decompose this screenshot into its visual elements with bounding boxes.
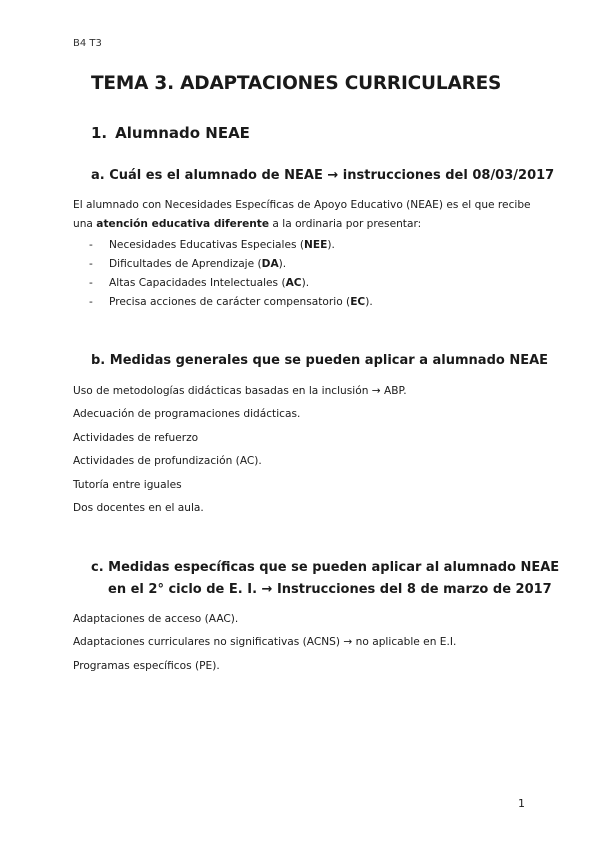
intro-text-2: a la ordinaria por presentar: — [269, 218, 422, 230]
list-item-abbr: EC — [350, 296, 366, 308]
list-item-text: Precisa acciones de carácter compensatorio ( — [109, 296, 351, 308]
neae-types-list — [89, 236, 373, 312]
section-heading — [91, 124, 250, 142]
section-number: 1. — [91, 124, 108, 142]
subsection-a-heading: a. Cuál es el alumnado de NEAE → instrucciones del 08/03/2017 — [91, 168, 555, 183]
list-item: Programas específicos (PE). — [73, 659, 220, 672]
list-item-abbr: NEE — [303, 239, 328, 251]
specific-measures-list — [73, 608, 456, 678]
dash-bullet: - — [89, 258, 93, 270]
list-item-end: ). — [327, 239, 335, 251]
subsection-a-intro — [73, 196, 543, 234]
general-measures-list — [73, 380, 407, 520]
list-item-text: Dificultades de Aprendizaje ( — [109, 258, 262, 270]
dash-bullet: - — [89, 239, 93, 251]
page-title: TEMA 3. ADAPTACIONES CURRICULARES — [91, 73, 502, 94]
list-item: Adaptaciones de acceso (AAC). — [73, 613, 239, 625]
list-item-text: Necesidades Educativas Especiales ( — [109, 239, 304, 251]
intro-bold: atención educativa diferente — [96, 218, 270, 230]
list-item: Actividades de refuerzo — [73, 431, 199, 444]
dash-bullet: - — [89, 277, 93, 289]
dash-bullet: - — [89, 296, 93, 308]
list-item-abbr: DA — [261, 258, 279, 270]
subsection-c-heading-line1: c. Medidas específicas que se pueden aplicar al alumnado NEAE — [91, 560, 560, 575]
list-item: Adecuación de programaciones didácticas. — [73, 408, 301, 421]
list-item — [89, 255, 373, 274]
list-item — [89, 236, 373, 255]
subsection-b-heading: b. Medidas generales que se pueden aplicar a alumnado NEAE — [91, 353, 549, 368]
subsection-c-heading — [91, 557, 559, 601]
intro-text-1: El alumnado con Necesidades Específicas de Apoyo Educativo (NEAE) es el que recibe una — [73, 199, 531, 230]
list-item: Actividades de profundización (AC). — [73, 455, 262, 468]
list-item: Tutoría entre iguales — [73, 478, 182, 491]
section-label: Alumnado NEAE — [115, 124, 250, 142]
list-item-end: ). — [365, 296, 373, 308]
list-item — [89, 274, 373, 293]
page-number: 1 — [518, 797, 525, 810]
list-item: Adaptaciones curriculares no significativas (ACNS) → no aplicable en E.I. — [73, 636, 457, 649]
list-item: Dos docentes en el aula. — [73, 502, 204, 515]
list-item-end: ). — [278, 258, 287, 270]
list-item-abbr: AC — [285, 277, 302, 289]
list-item: Uso de metodologías didácticas basadas en la inclusión → ABP. — [73, 385, 407, 397]
list-item-end: ). — [301, 277, 310, 289]
subsection-c-heading-line2: en el 2° ciclo de E. I. → Instrucciones del 8 de marzo de 2017 — [108, 582, 552, 597]
list-item-text: Altas Capacidades Intelectuales ( — [109, 277, 286, 289]
list-item — [89, 293, 373, 312]
header-code: B4 T3 — [73, 38, 102, 49]
